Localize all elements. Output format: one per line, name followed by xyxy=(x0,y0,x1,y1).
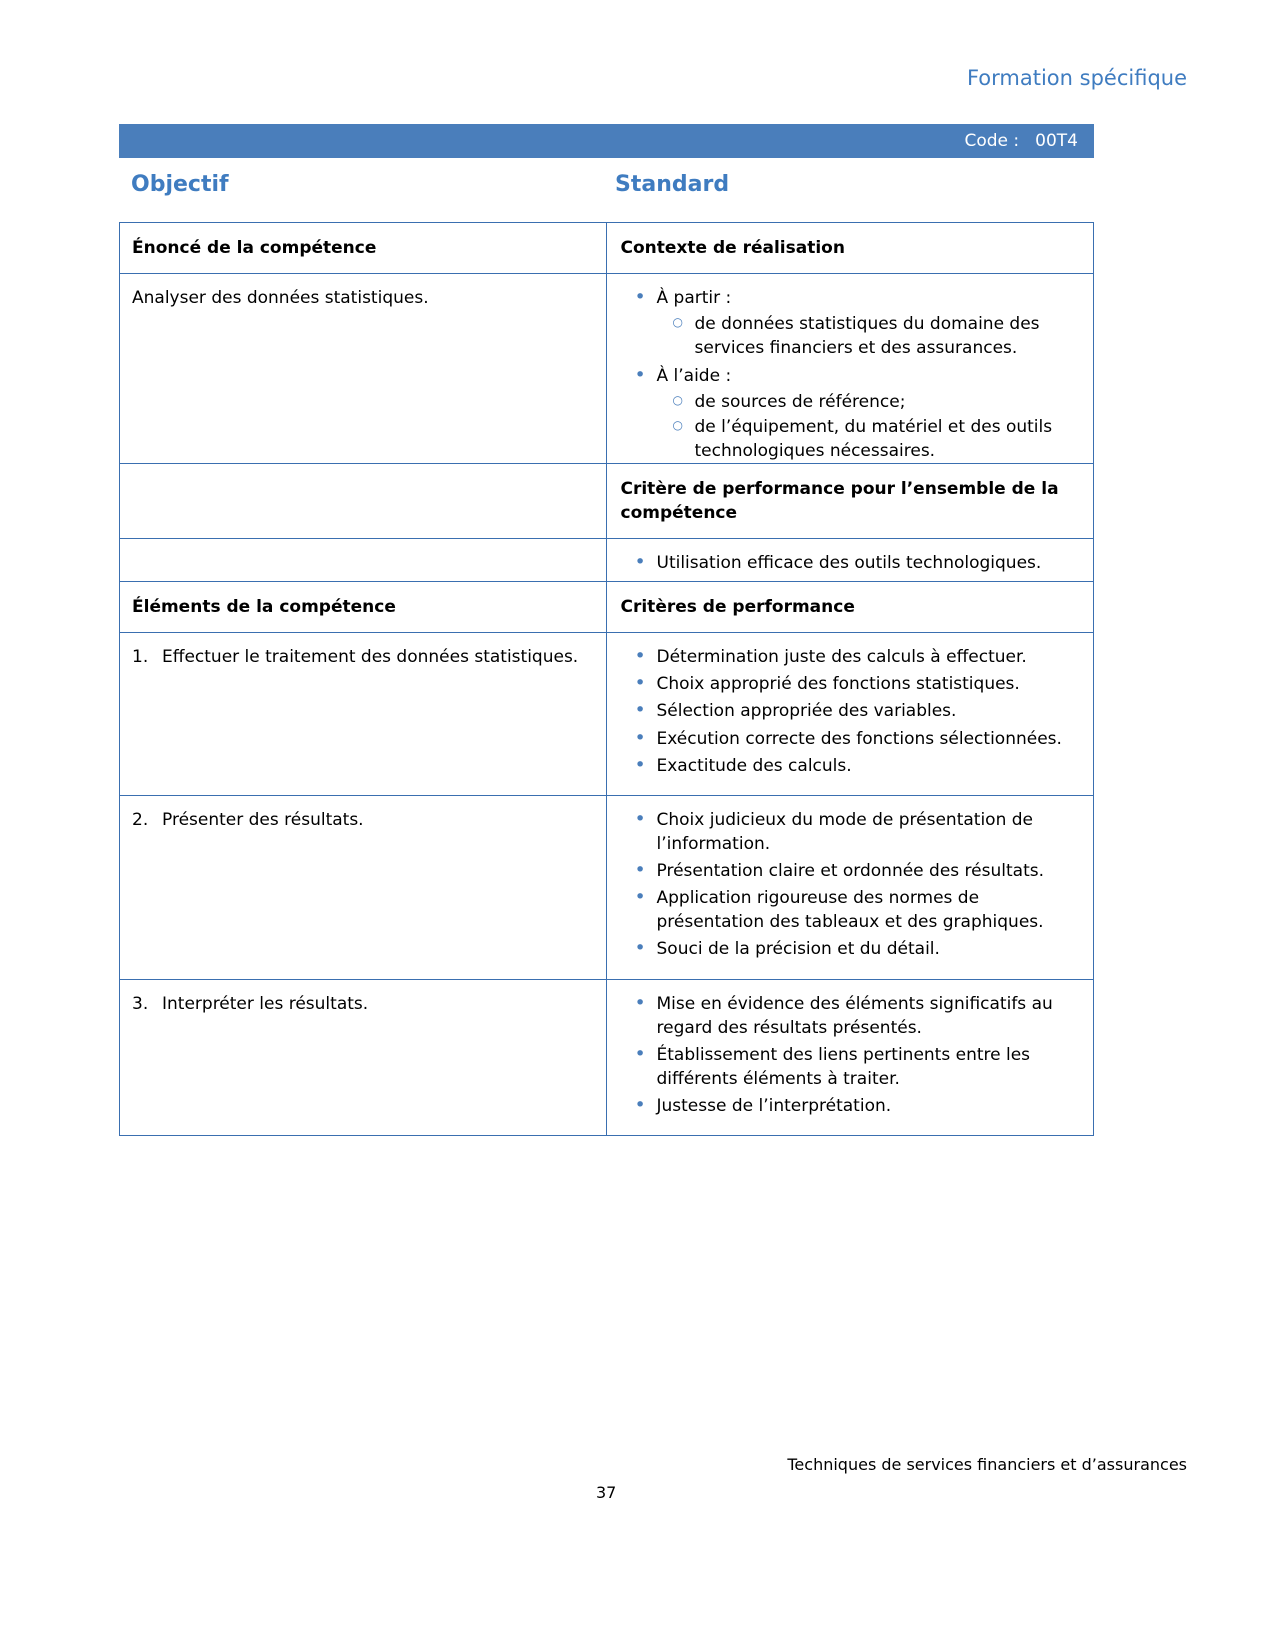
bullet-list-level1 xyxy=(621,992,1080,1119)
item-text: Effectuer le traitement des données statistiques. xyxy=(162,647,579,668)
list-item: • Utilisation efficace des outils technologiques. xyxy=(621,551,1080,575)
column-title-standard: Standard xyxy=(615,172,730,197)
code-label: Code : xyxy=(964,131,1020,151)
table-elements xyxy=(119,581,1094,1136)
bullet-list-level2 xyxy=(657,390,1080,463)
competence-statement: Analyser des données statistiques. xyxy=(120,274,607,480)
item-text: Interpréter les résultats. xyxy=(162,993,369,1014)
bullet-list-level1 xyxy=(621,645,1080,778)
column-titles xyxy=(119,172,1094,208)
footer-note: Techniques de services financiers et d’assurances xyxy=(787,1455,1187,1474)
list-item: • Choix approprié des fonctions statistiques. xyxy=(621,672,1080,696)
list-item: • Exactitude des calculs. xyxy=(621,754,1080,778)
group-label: À l’aide : xyxy=(656,365,732,386)
column-title-objectif: Objectif xyxy=(131,172,229,197)
list-item: ○ de données statistiques du domaine des services financiers et des assurances. xyxy=(657,312,1080,360)
numbered-item xyxy=(132,808,592,832)
page-number: 37 xyxy=(596,1483,617,1502)
list-item: • Présentation claire et ordonnée des résultats. xyxy=(621,859,1080,883)
list-item: • Mise en évidence des éléments significatifs au regard des résultats présentés. xyxy=(621,992,1080,1040)
bullet-list-level1 xyxy=(621,808,1080,962)
table-row xyxy=(120,980,1093,1136)
element-cell xyxy=(120,980,607,1136)
bullet-list-level1 xyxy=(621,551,1080,575)
criteria-cell xyxy=(607,980,1094,1136)
item-number: 3. xyxy=(132,993,149,1014)
code-bar xyxy=(119,124,1094,158)
item-number: 2. xyxy=(132,809,149,830)
table-row xyxy=(120,796,1093,980)
criteria-cell xyxy=(607,633,1094,795)
list-item xyxy=(621,364,1080,464)
numbered-item xyxy=(132,992,592,1016)
contexte-realisation-list xyxy=(607,274,1094,480)
header-criteres-performance: Critères de performance xyxy=(620,597,855,617)
element-cell xyxy=(120,633,607,795)
bullet-list-level1 xyxy=(621,286,1080,463)
list-item: • Détermination juste des calculs à effectuer. xyxy=(621,645,1080,669)
list-item xyxy=(621,286,1080,360)
item-text: Présenter des résultats. xyxy=(162,809,364,830)
element-cell xyxy=(120,796,607,979)
header-elements-competence: Éléments de la compétence xyxy=(120,582,607,632)
table-row xyxy=(120,223,1093,274)
list-item: • Sélection appropriée des variables. xyxy=(621,699,1080,723)
table-competence xyxy=(119,222,1094,481)
code-value: 00T4 xyxy=(1035,131,1078,151)
list-item: • Application rigoureuse des normes de présentation des tableaux et des graphiques. xyxy=(621,886,1080,934)
table-row xyxy=(120,633,1093,796)
list-item: • Exécution correcte des fonctions sélectionnées. xyxy=(621,727,1080,751)
numbered-item xyxy=(132,645,592,669)
list-item: • Choix judicieux du mode de présentation de l’information. xyxy=(621,808,1080,856)
header-enonce-competence: Énoncé de la compétence xyxy=(120,223,607,273)
table-row xyxy=(120,464,1093,539)
bullet-list-level2 xyxy=(657,312,1080,360)
group-label: À partir : xyxy=(656,288,732,309)
page-header-title: Formation spécifique xyxy=(966,66,1187,90)
item-number: 1. xyxy=(132,647,149,668)
header-contexte-realisation: Contexte de réalisation xyxy=(620,238,845,258)
list-item: • Souci de la précision et du détail. xyxy=(621,937,1080,961)
empty-cell xyxy=(120,464,607,538)
list-item: • Justesse de l’interprétation. xyxy=(621,1094,1080,1118)
list-item: • Établissement des liens pertinents entre les différents éléments à traiter. xyxy=(621,1043,1080,1091)
criteria-cell xyxy=(607,796,1094,979)
table-row xyxy=(120,274,1093,480)
table-criteria-global xyxy=(119,463,1094,593)
list-item: ○ de sources de référence; xyxy=(657,390,1080,414)
header-critere-ensemble: Critère de performance pour l’ensemble de la compétence xyxy=(620,479,1059,524)
list-item: ○ de l’équipement, du matériel et des outils technologiques nécessaires. xyxy=(657,415,1080,463)
table-row xyxy=(120,582,1093,633)
